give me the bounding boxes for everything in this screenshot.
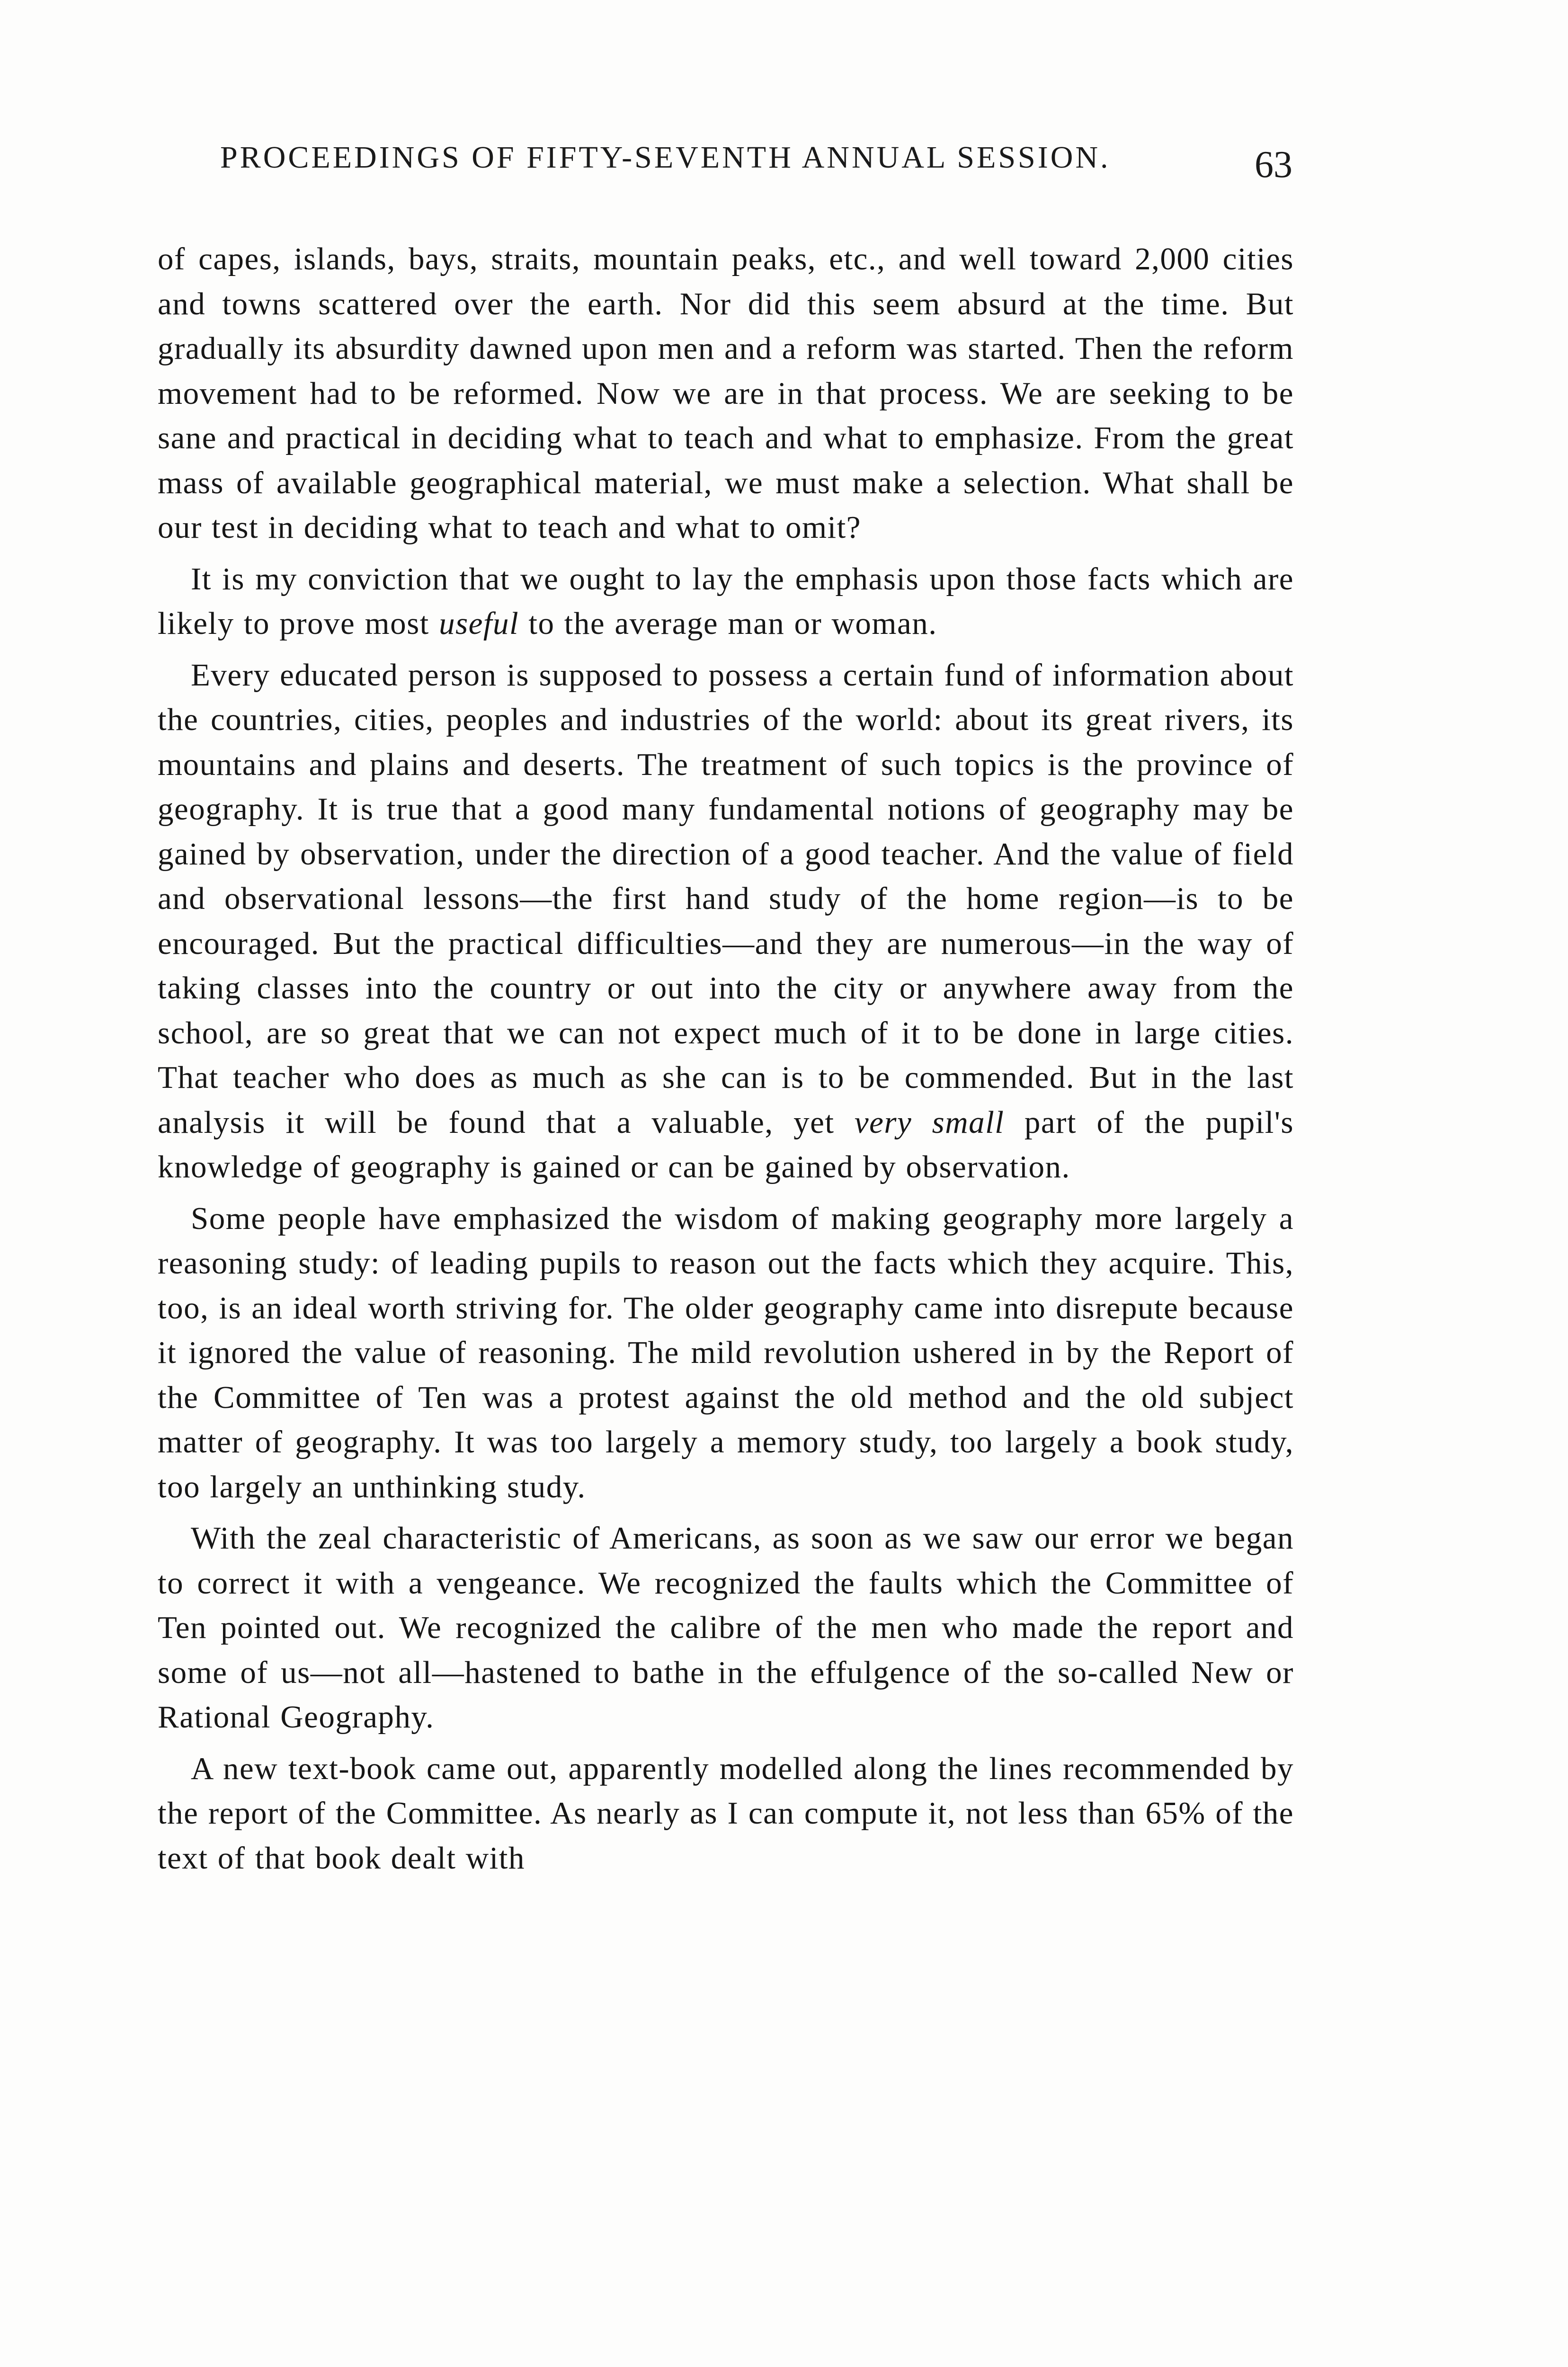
body-text	[158, 237, 1294, 1880]
paragraph-text: It is my conviction that we ought to lay the emphasis upon those facts which are likely to prove most	[158, 561, 1294, 641]
paragraph-text: to the average man or woman.	[519, 606, 937, 641]
running-title: PROCEEDINGS OF FIFTY-SEVENTH ANNUAL SESSION.	[220, 140, 1111, 175]
paragraph-text: Every educated person is supposed to possess a certain fund of information about the countries, cities, peoples and industries of the world: about its great rivers, its mountains and plains and deserts. The treatment of such topics is the province of geography. It is true that a good many fundamental notions of geography may be gained by observation, under the direction of a good teacher. And the value of field and observational lessons—the first hand study of the home region—is to be encouraged. But the practical difficulties—and they are numerous—in the way of taking classes into the country or out into the city or anywhere away from the school, are so great that we can not expect much of it to be done in large cities. That teacher who does as much as she can is to be commended. But in the last analysis it will be found that a valuable, yet	[158, 657, 1294, 1140]
page-header	[156, 142, 1302, 194]
paragraph-continuation	[158, 237, 1294, 550]
paragraph-text: of capes, islands, bays, straits, mountain peaks, etc., and well toward 2,000 cities and towns scattered over the earth. Nor did this seem absurd at the time. But gradually its absurdity dawned upon men and a reform was started. Then the reform movement had to be reformed. Now we are in that process. We are seeking to be sane and practical in deciding what to teach and what to emphasize. From the great mass of available geographical material, we must make a selection. What shall be our test in deciding what to teach and what to omit?	[158, 241, 1294, 545]
paragraph	[158, 557, 1294, 646]
paragraph	[158, 653, 1294, 1190]
emphasis-text: useful	[439, 606, 519, 641]
paragraph-text: A new text-book came out, apparently modelled along the lines recommended by the report of the Committee. As nearly as I can compute it, not less than 65% of the text of that book dealt with	[158, 1751, 1294, 1876]
paragraph-text: Some people have emphasized the wisdom of making geography more largely a reasoning study: of leading pupils to reason out the facts which they acquire. This, too, is an ideal worth striving for. The older geography came into disrepute because it ignored the value of reasoning. The mild revolution ushered in by the Report of the Committee of Ten was a protest against the old method and the old subject matter of geography. It was too largely a memory study, too largely a book study, too largely an unthinking study.	[158, 1201, 1294, 1504]
page-number: 63	[1255, 144, 1292, 186]
paragraph	[158, 1196, 1294, 1510]
paragraph-text: part of the pupil's knowledge of geography is gained or can be gained by observation.	[158, 1104, 1294, 1184]
emphasis-text: very small	[854, 1104, 1005, 1140]
paragraph-text: With the zeal characteristic of Americans, as soon as we saw our error we began to correct it with a vengeance. We recognized the faults which the Committee of Ten pointed out. We recognized the calibre of the men who made the report and some of us—not all—hastened to bathe in the effulgence of the so-called New or Rational Geography.	[158, 1521, 1294, 1735]
paragraph	[158, 1746, 1294, 1881]
paragraph	[158, 1516, 1294, 1740]
